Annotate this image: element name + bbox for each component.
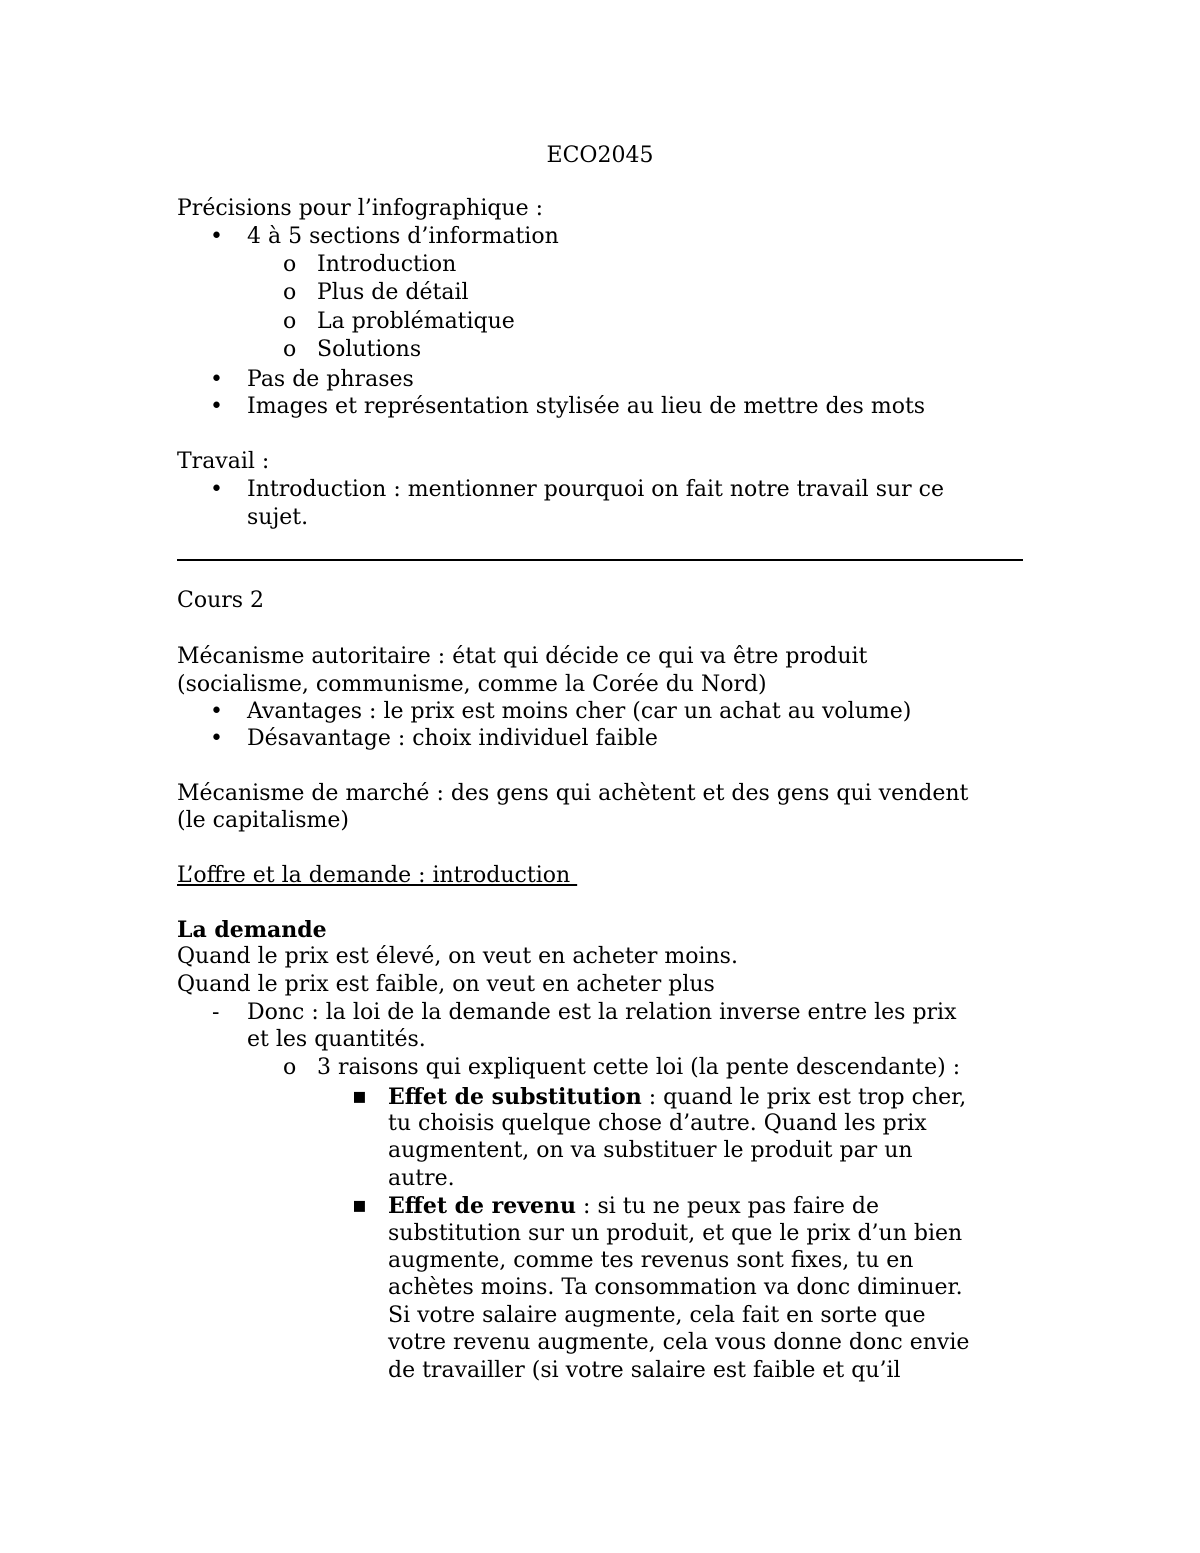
- revenu-item: [388, 1192, 1023, 1220]
- bullet-icon: •: [210, 477, 223, 502]
- demande-heading: [177, 916, 1023, 944]
- precisions-item: Pas de phrases: [247, 367, 414, 392]
- section-divider: [177, 559, 1023, 561]
- revenu-cont: substitution sur un produit, et que le prix d’un bien: [388, 1221, 963, 1246]
- revenu-cont: achètes moins. Ta consommation va donc diminuer.: [388, 1275, 963, 1300]
- bullet-icon: •: [210, 367, 223, 392]
- substitution-bold: Effet de substitution: [388, 1084, 642, 1110]
- offre-heading: [177, 862, 1023, 890]
- travail-heading: Travail :: [177, 449, 270, 474]
- precisions-sub-item: Plus de détail: [317, 280, 469, 305]
- square-bullet-icon: ▪: [352, 1084, 367, 1109]
- precisions-item: Images et représentation stylisée au lieu de mettre des mots: [247, 394, 926, 419]
- square-bullet-icon: ▪: [352, 1193, 367, 1218]
- cours-heading: Cours 2: [177, 588, 265, 613]
- demande-line: Quand le prix est élevé, on veut en acheter moins.: [177, 944, 738, 969]
- bullet-icon: •: [210, 699, 223, 724]
- bullet-icon: •: [210, 726, 223, 751]
- marche-line: Mécanisme de marché : des gens qui achètent et des gens qui vendent: [177, 781, 969, 806]
- sub-bullet-icon: o: [283, 1055, 297, 1080]
- precisions-sub-item: Introduction: [317, 252, 457, 277]
- revenu-cont: de travailler (si votre salaire est faible et qu’il: [388, 1358, 901, 1383]
- document-title: ECO2045: [546, 143, 654, 168]
- donc-item: Donc : la loi de la demande est la relation inverse entre les prix: [247, 1000, 957, 1025]
- raisons-item: 3 raisons qui expliquent cette loi (la pente descendante) :: [317, 1055, 961, 1080]
- travail-item-cont: sujet.: [247, 505, 309, 530]
- autoritaire-line-cont: (socialisme, communisme, comme la Corée du Nord): [177, 672, 767, 697]
- sub-bullet-icon: o: [283, 280, 297, 305]
- revenu-cont: Si votre salaire augmente, cela fait en sorte que: [388, 1303, 926, 1328]
- precisions-item: 4 à 5 sections d’information: [247, 224, 559, 249]
- substitution-rest: : quand le prix est trop cher,: [641, 1085, 967, 1110]
- bullet-icon: •: [210, 224, 223, 249]
- bullet-icon: •: [210, 394, 223, 419]
- sub-bullet-icon: o: [283, 309, 297, 334]
- revenu-rest: : si tu ne peux pas faire de: [576, 1194, 880, 1219]
- revenu-cont: votre revenu augmente, cela vous donne donc envie: [388, 1330, 970, 1355]
- avantages-item: Avantages : le prix est moins cher (car un achat au volume): [247, 699, 912, 724]
- precisions-sub-item: Solutions: [317, 337, 422, 362]
- precisions-sub-item: La problématique: [317, 309, 515, 334]
- autoritaire-line: Mécanisme autoritaire : état qui décide ce qui va être produit: [177, 644, 868, 669]
- precisions-heading: Précisions pour l’infographique :: [177, 196, 544, 221]
- desavantage-item: Désavantage : choix individuel faible: [247, 726, 658, 751]
- revenu-cont: augmente, comme tes revenus sont fixes, tu en: [388, 1248, 914, 1273]
- sub-bullet-icon: o: [283, 337, 297, 362]
- substitution-cont: autre.: [388, 1166, 455, 1191]
- donc-item-cont: et les quantités.: [247, 1027, 426, 1052]
- marche-line-cont: (le capitalisme): [177, 808, 349, 833]
- travail-item: Introduction : mentionner pourquoi on fait notre travail sur ce: [247, 477, 945, 502]
- dash-icon: -: [212, 1000, 220, 1025]
- revenu-bold: Effet de revenu: [388, 1193, 577, 1219]
- substitution-item: [388, 1083, 1023, 1111]
- sub-bullet-icon: o: [283, 252, 297, 277]
- offre-heading-text: L’offre et la demande : introduction: [177, 863, 578, 888]
- substitution-cont: tu choisis quelque chose d’autre. Quand les prix: [388, 1111, 927, 1136]
- demande-heading-text: La demande: [177, 917, 327, 943]
- demande-line: Quand le prix est faible, on veut en acheter plus: [177, 972, 715, 997]
- substitution-cont: augmentent, on va substituer le produit par un: [388, 1138, 913, 1163]
